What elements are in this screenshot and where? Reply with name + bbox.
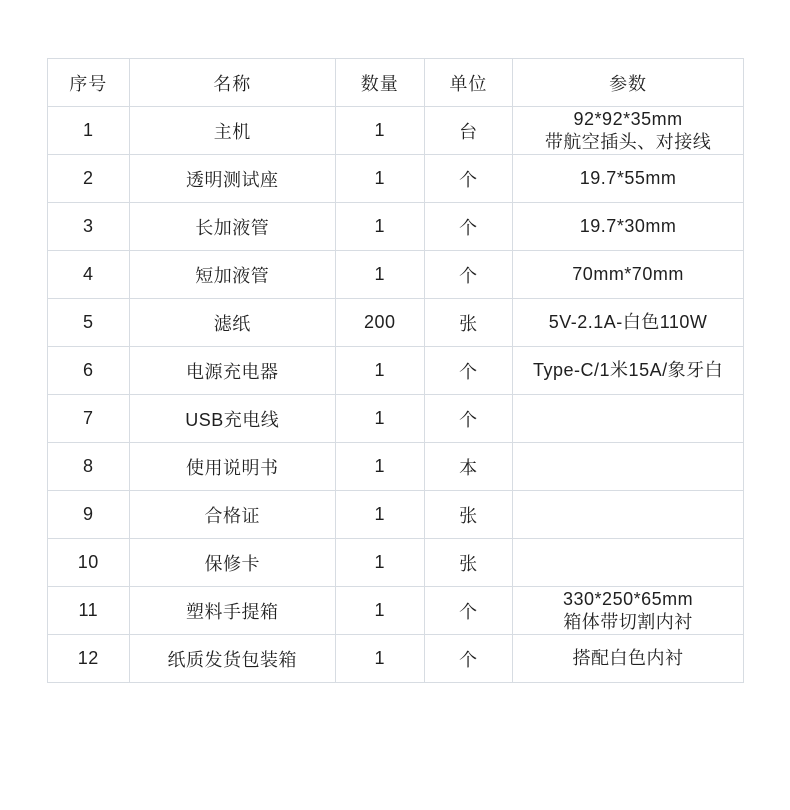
cell-index: 2 [48,155,130,203]
cell-parameter-line: 19.7*30mm [579,216,677,237]
cell-quantity: 1 [335,347,424,395]
cell-name: 保修卡 [129,539,335,587]
cell-name: 合格证 [129,491,335,539]
column-header-parameter: 参数 [513,59,744,107]
table-row [48,299,744,347]
cell-parameter-line: 70mm*70mm [572,264,684,285]
cell-index: 8 [48,443,130,491]
cell-parameter [513,107,744,155]
cell-unit: 个 [424,251,513,299]
cell-index: 10 [48,539,130,587]
table-row [48,203,744,251]
cell-name: 滤纸 [129,299,335,347]
cell-name: 主机 [129,107,335,155]
cell-parameter-line: 330*250*65mm [563,589,694,609]
table-row [48,347,744,395]
cell-name: 使用说明书 [129,443,335,491]
cell-index: 1 [48,107,130,155]
cell-parameter-line: 带航空插头、对接线 [544,131,712,152]
cell-parameter-line: 5V-2.1A-白色110W [548,312,708,333]
cell-index: 4 [48,251,130,299]
column-header-name: 名称 [129,59,335,107]
cell-unit: 个 [424,203,513,251]
cell-quantity: 1 [335,395,424,443]
cell-parameter [513,299,744,347]
cell-quantity: 1 [335,539,424,587]
cell-parameter [513,347,744,395]
cell-quantity: 1 [335,587,424,635]
cell-unit: 个 [424,347,513,395]
cell-name: 短加液管 [129,251,335,299]
cell-quantity: 1 [335,107,424,155]
table-header-row [48,59,744,107]
cell-quantity: 1 [335,491,424,539]
cell-parameter [513,539,744,587]
cell-quantity: 200 [335,299,424,347]
spec-table-container [47,58,744,683]
cell-name: USB充电线 [129,395,335,443]
table-row [48,395,744,443]
cell-index: 3 [48,203,130,251]
cell-unit: 个 [424,395,513,443]
column-header-index: 序号 [48,59,130,107]
cell-unit: 张 [424,539,513,587]
cell-unit: 张 [424,299,513,347]
table-row [48,443,744,491]
cell-parameter [513,635,744,683]
cell-index: 7 [48,395,130,443]
cell-index: 6 [48,347,130,395]
column-header-quantity: 数量 [335,59,424,107]
cell-quantity: 1 [335,443,424,491]
cell-unit: 本 [424,443,513,491]
table-row [48,107,744,155]
cell-name: 透明测试座 [129,155,335,203]
cell-parameter [513,203,744,251]
table-header [48,59,744,107]
packing-list-table [47,58,744,683]
cell-unit: 个 [424,155,513,203]
cell-unit: 张 [424,491,513,539]
cell-name: 电源充电器 [129,347,335,395]
cell-parameter [513,491,744,539]
table-row [48,635,744,683]
cell-name: 纸质发货包装箱 [129,635,335,683]
cell-unit: 个 [424,635,513,683]
cell-parameter [513,587,744,635]
cell-index: 5 [48,299,130,347]
table-row [48,539,744,587]
cell-parameter [513,251,744,299]
cell-parameter-line: 92*92*35mm [573,109,683,129]
cell-quantity: 1 [335,155,424,203]
cell-index: 12 [48,635,130,683]
table-body [48,107,744,683]
cell-index: 9 [48,491,130,539]
cell-parameter-line: Type-C/1米15A/象牙白 [533,360,724,381]
cell-index: 11 [48,587,130,635]
cell-unit: 台 [424,107,513,155]
table-row [48,491,744,539]
cell-quantity: 1 [335,635,424,683]
cell-quantity: 1 [335,251,424,299]
table-row [48,155,744,203]
cell-parameter [513,395,744,443]
cell-name: 塑料手提箱 [129,587,335,635]
table-row [48,587,744,635]
cell-unit: 个 [424,587,513,635]
table-row [48,251,744,299]
cell-parameter-line: 箱体带切割内衬 [563,611,693,632]
cell-parameter [513,155,744,203]
cell-quantity: 1 [335,203,424,251]
column-header-unit: 单位 [424,59,513,107]
cell-name: 长加液管 [129,203,335,251]
cell-parameter-line: 搭配白色内衬 [572,648,684,669]
cell-parameter-line: 19.7*55mm [579,168,677,189]
cell-parameter [513,443,744,491]
